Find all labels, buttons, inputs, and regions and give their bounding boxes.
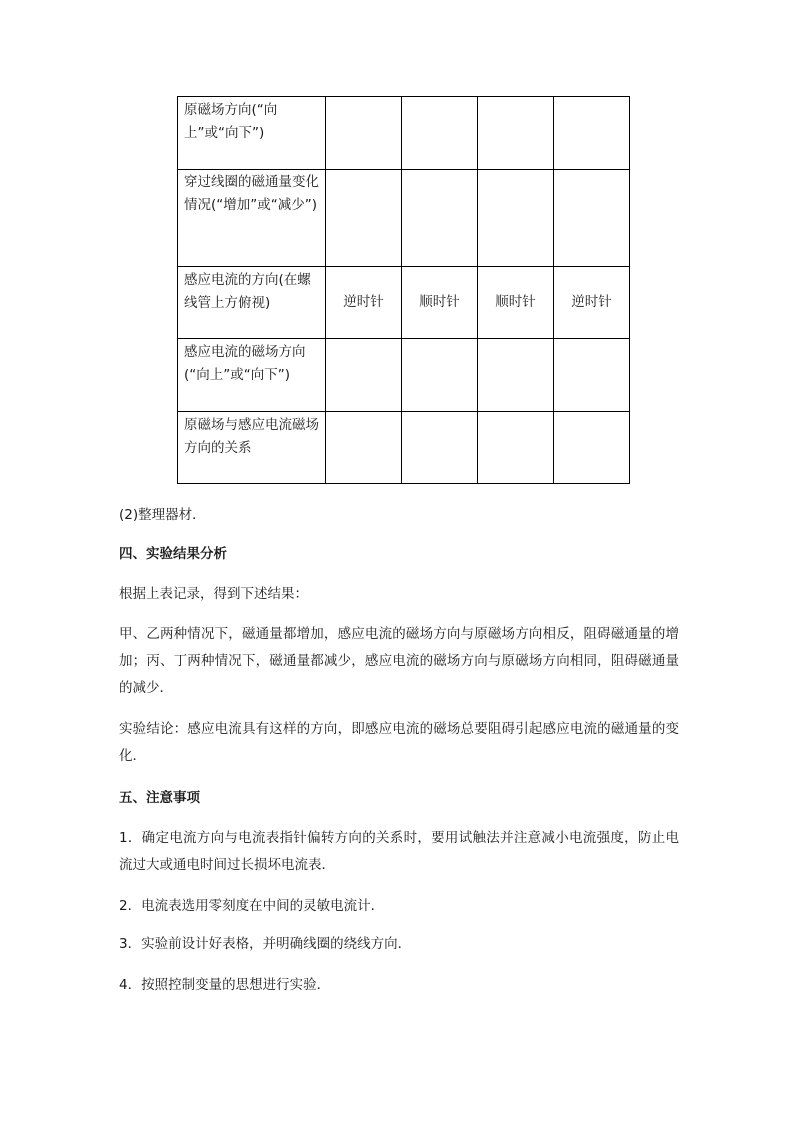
table-cell: [402, 412, 478, 484]
note-1: 1．确定电流方向与电流表指针偏转方向的关系时，要用试触法并注意减小电流强度，防止电流过大或通电时间过长损坏电流表．: [119, 830, 679, 873]
table-cell: [478, 97, 554, 170]
table-cell: 逆时针: [554, 267, 630, 339]
table-cell: [554, 412, 630, 484]
analysis-intro: 根据上表记录，得到下述结果：: [119, 586, 308, 602]
row-label: 原磁场与感应电流磁场方向的关系: [178, 412, 326, 484]
row-label: 原磁场方向(“向上”或“向下”): [178, 97, 326, 170]
table-cell: [478, 412, 554, 484]
table-row: [178, 267, 630, 339]
table-cell: [554, 339, 630, 412]
table-cell: [326, 97, 402, 170]
table-row: [178, 170, 630, 267]
section-5-heading: 五、注意事项: [119, 790, 200, 806]
table-cell: [326, 170, 402, 267]
table-row: [178, 412, 630, 484]
step-2-text: (2)整理器材．: [119, 507, 206, 523]
analysis-paragraph: 甲、乙两种情况下，磁通量都增加，感应电流的磁场方向与原磁场方向相反，阻碍磁通量的增加；丙、丁两种情况下，磁通量都减少，感应电流的磁场方向与原磁场方向相同，阻碍磁通量的减少．: [119, 626, 679, 696]
table-cell: [402, 97, 478, 170]
table-cell: [478, 339, 554, 412]
table-cell: [554, 170, 630, 267]
row-label: 穿过线圈的磁通量变化情况(“增加”或“减少”): [178, 170, 326, 267]
note-4: 4．按照控制变量的思想进行实验．: [119, 977, 331, 993]
experiment-table: [177, 96, 630, 484]
note-2: 2．电流表选用零刻度在中间的灵敏电流计．: [119, 898, 385, 914]
table-cell: [326, 339, 402, 412]
table-row: [178, 97, 630, 170]
row-label: 感应电流的方向(在螺线管上方俯视): [178, 267, 326, 339]
row-label: 感应电流的磁场方向(“向上”或“向下”): [178, 339, 326, 412]
table-cell: [402, 170, 478, 267]
section-4-heading: 四、实验结果分析: [119, 546, 227, 562]
table-cell: 逆时针: [326, 267, 402, 339]
table-cell: 顺时针: [478, 267, 554, 339]
table-cell: [554, 97, 630, 170]
table-cell: [402, 339, 478, 412]
table-cell: [326, 412, 402, 484]
note-3: 3．实验前设计好表格，并明确线圈的绕线方向．: [119, 936, 412, 952]
conclusion-paragraph: 实验结论：感应电流具有这样的方向，即感应电流的磁场总要阻碍引起感应电流的磁通量的变化．: [119, 721, 679, 764]
table-cell: 顺时针: [402, 267, 478, 339]
table-cell: [478, 170, 554, 267]
table-row: [178, 339, 630, 412]
